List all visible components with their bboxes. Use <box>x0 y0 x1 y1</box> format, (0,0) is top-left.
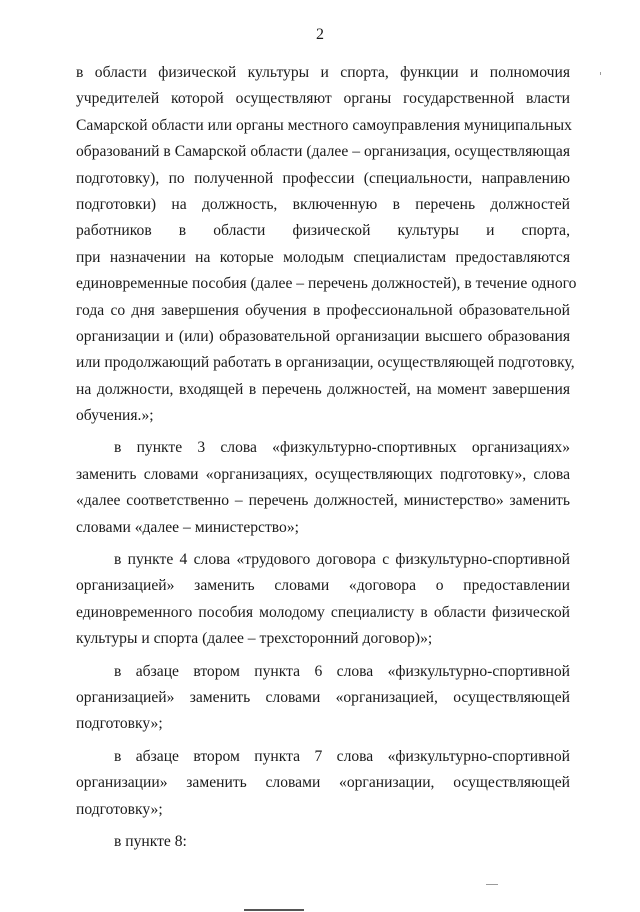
text-line: словами «далее – министерство»; <box>76 518 299 536</box>
text-line: обучения.»; <box>76 407 154 425</box>
text-line: организацией» заменить словами «организацией, осуществляющей <box>76 688 570 706</box>
scan-artifact-bottom-right <box>486 884 498 885</box>
text-line: Самарской области или органы местного самоуправления муниципальных <box>76 116 572 134</box>
text-line: подготовку), по полученной профессии (специальности, направлению <box>76 169 570 187</box>
text-line: работников в области физической культуры и спорта, <box>76 222 570 240</box>
text-line: «далее соответственно – перечень должностей, министерство» заменить <box>76 492 570 510</box>
text-line: или продолжающий работать в организации, осуществляющей подготовку, <box>76 354 575 372</box>
text-line: единовременные пособия (далее – перечень должностей), в течение одного <box>76 275 577 293</box>
text-line: образований в Самарской области (далее – организация, осуществляющая <box>76 143 570 161</box>
text-line: учредителей которой осуществляют органы государственной власти <box>76 90 570 108</box>
text-line: в пункте 4 слова «трудового договора с физкультурно-спортивной <box>114 551 570 569</box>
text-line: единовременного пособия молодому специалисту в области физической <box>76 603 570 621</box>
text-line: года со дня завершения обучения в профессиональной образовательной <box>76 301 570 319</box>
text-line: подготовку»; <box>76 715 163 733</box>
document-body <box>76 60 577 855</box>
text-line: при назначении на которые молодым специалистам предоставляются <box>76 248 570 266</box>
text-line: в абзаце втором пункта 6 слова «физкультурно-спортивной <box>114 662 570 680</box>
text-line: организацией» заменить словами «договора о предоставлении <box>76 577 570 595</box>
text-line: организации» заменить словами «организации, осуществляющей <box>76 774 570 792</box>
page-number: 2 <box>316 26 324 43</box>
text-line: в пункте 3 слова «физкультурно-спортивных организациях» <box>114 439 570 457</box>
text-line: культуры и спорта (далее – трехсторонний договор)»; <box>76 630 433 648</box>
text-line: подготовку»; <box>76 800 163 818</box>
text-line: в области физической культуры и спорта, функции и полномочия <box>76 64 570 81</box>
text-line: в пункте 8: <box>114 832 187 850</box>
scan-artifact-top-right <box>600 72 601 75</box>
paragraph <box>76 435 570 541</box>
scan-artifact-bottom-center <box>244 909 304 911</box>
paragraph <box>76 60 577 429</box>
text-line: организации и (или) образовательной организации высшего образования <box>76 327 570 345</box>
text-line: заменить словами «организациях, осуществляющих подготовку», слова <box>76 465 570 483</box>
paragraph <box>76 659 570 738</box>
text-line: подготовки) на должность, включенную в перечень должностей <box>76 195 570 213</box>
text-line: в абзаце втором пункта 7 слова «физкультурно-спортивной <box>114 747 570 765</box>
paragraph <box>76 744 570 823</box>
text-line: на должности, входящей в перечень должностей, на момент завершения <box>76 380 570 398</box>
paragraph <box>76 547 570 653</box>
paragraph <box>76 829 570 855</box>
